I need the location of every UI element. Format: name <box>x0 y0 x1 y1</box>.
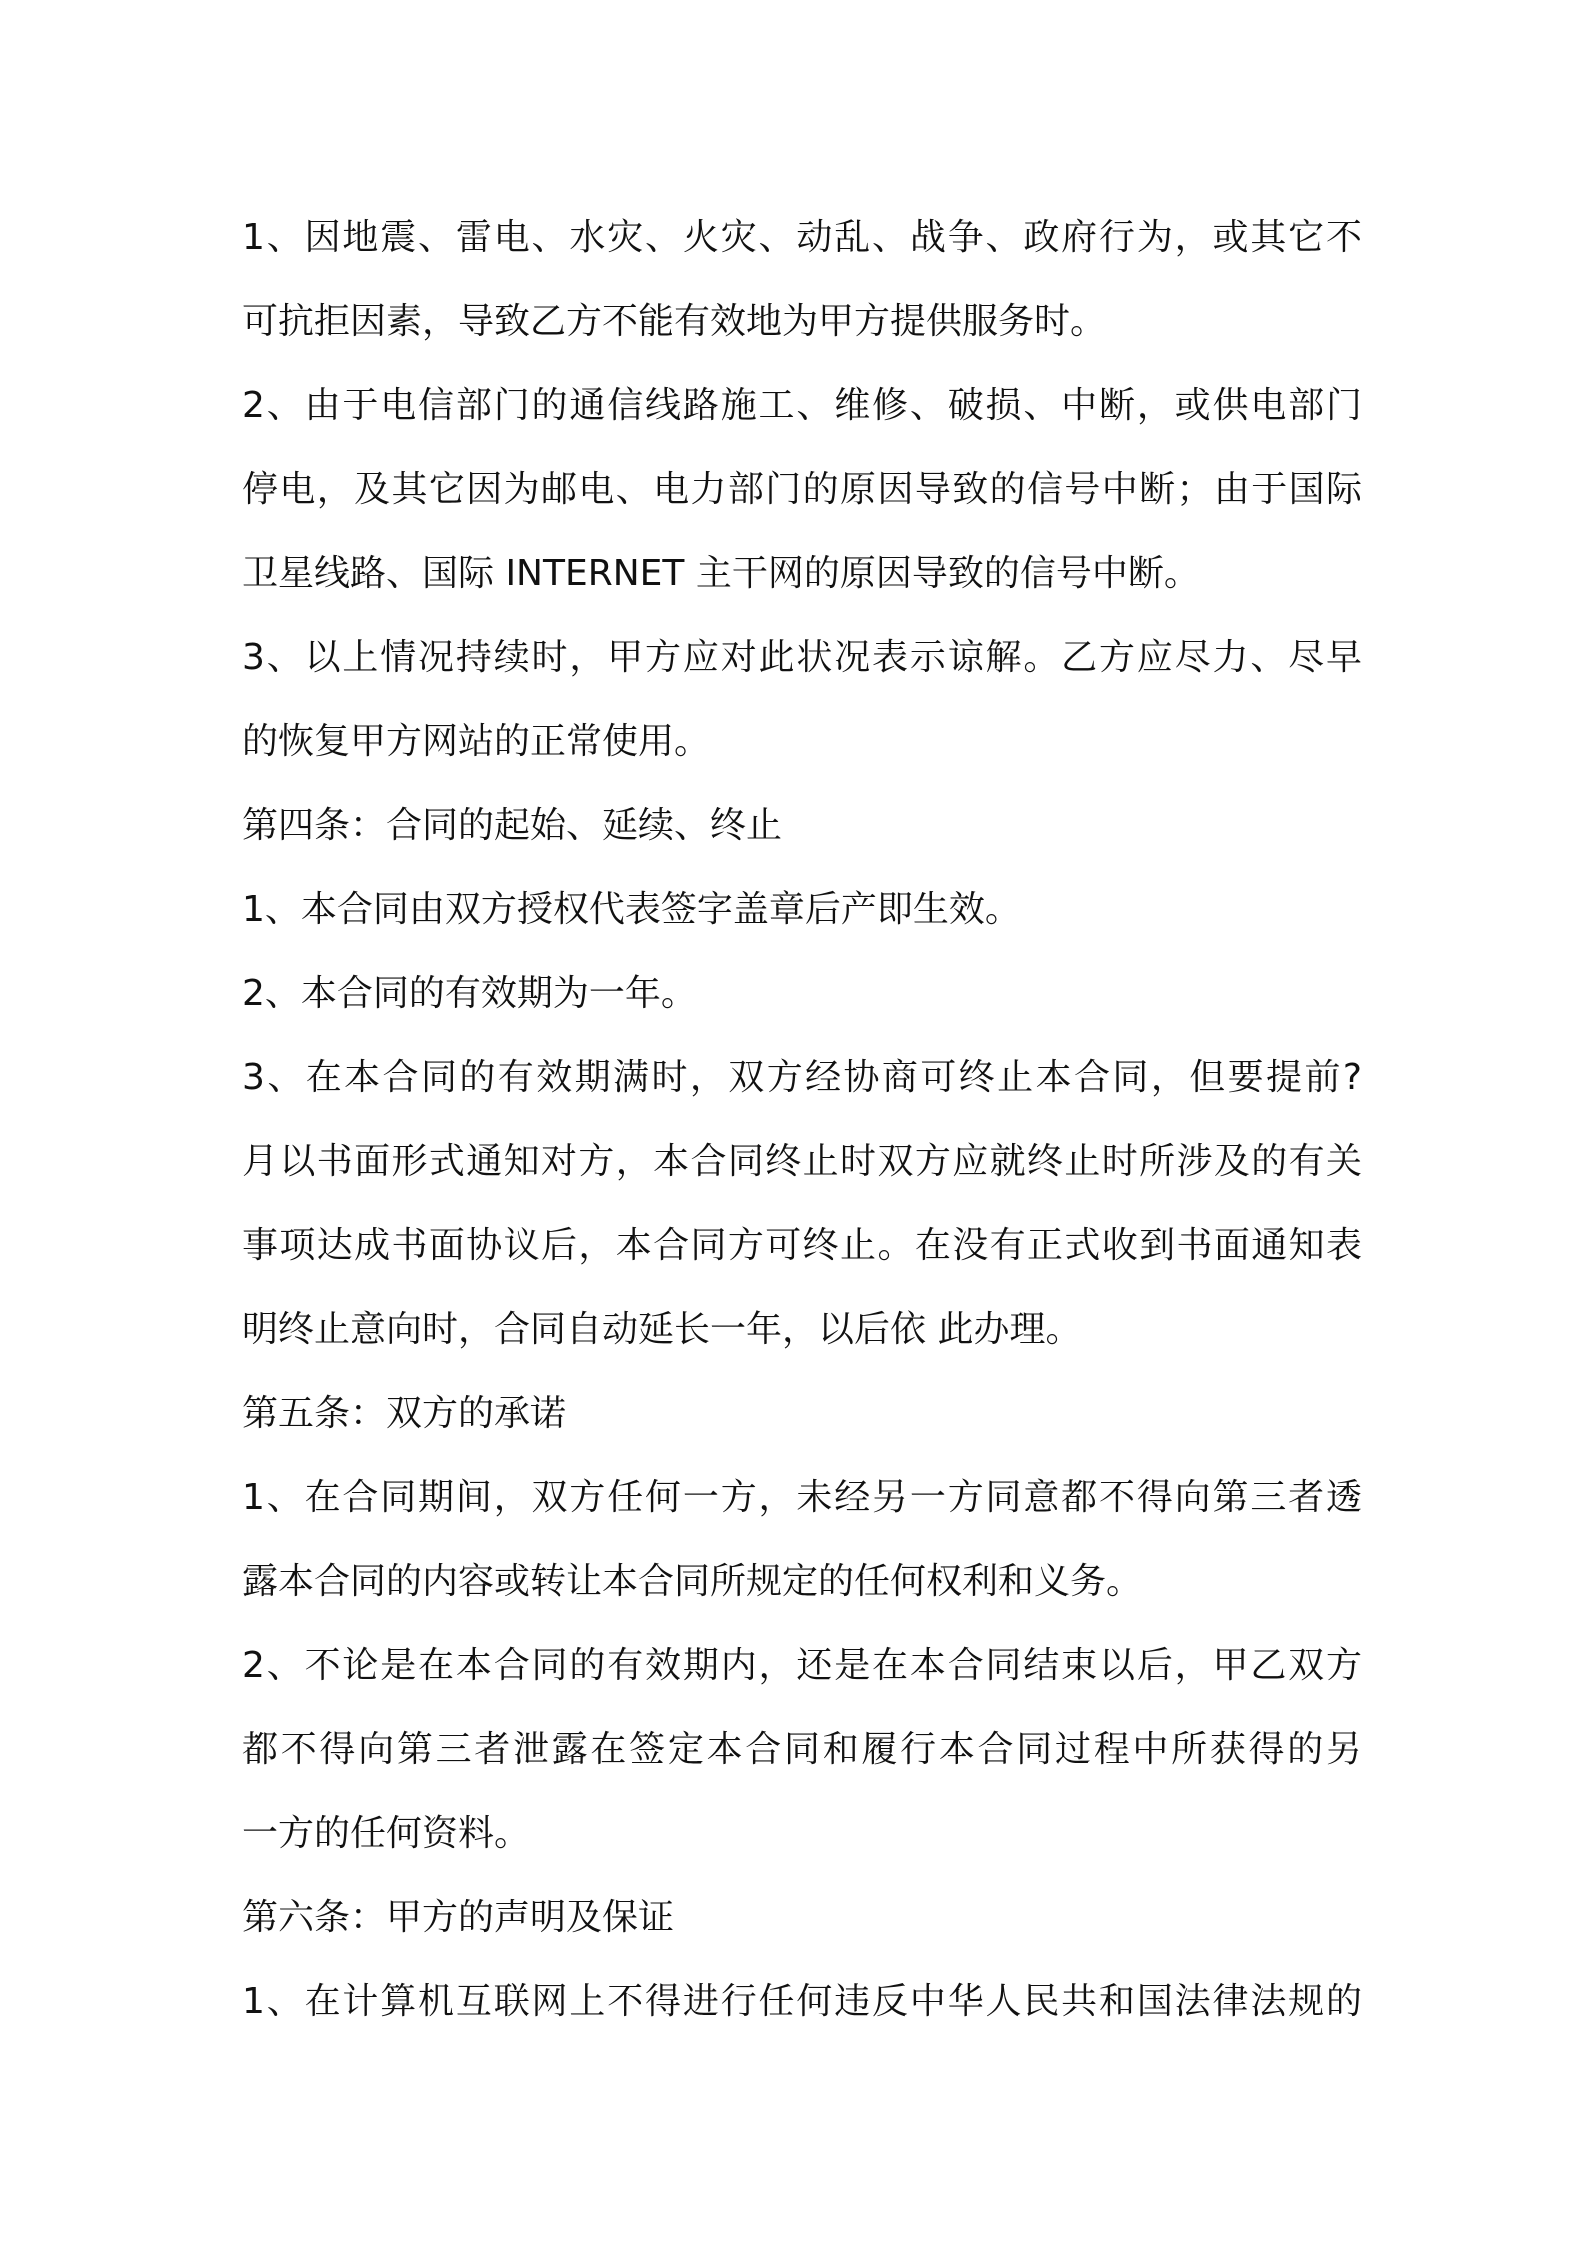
text-line: 可抗拒因素，导致乙方不能有效地为甲方提供服务时。 <box>242 301 1107 342</box>
section-heading: 第六条：甲方的声明及保证 <box>242 1897 675 1938</box>
text-line: 1、因地震、雷电、水灾、火灾、动乱、战争、政府行为，或其它不 <box>242 217 1362 258</box>
text-line: 一方的任何资料。 <box>242 1813 531 1854</box>
text-line: 1、在合同期间，双方任何一方，未经另一方同意都不得向第三者透 <box>242 1477 1362 1518</box>
text-line: 3、以上情况持续时，甲方应对此状况表示谅解。乙方应尽力、尽早 <box>242 637 1362 678</box>
text-line: 都不得向第三者泄露在签定本合同和履行本合同过程中所获得的另 <box>242 1729 1362 1770</box>
section-heading: 第五条：双方的承诺 <box>242 1393 567 1434</box>
text-line: 3、在本合同的有效期满时，双方经协商可终止本合同，但要提前? <box>242 1057 1362 1098</box>
text-line: 的恢复甲方网站的正常使用。 <box>242 721 711 762</box>
text-line: 月以书面形式通知对方，本合同终止时双方应就终止时所涉及的有关 <box>242 1141 1362 1182</box>
text-line: 卫星线路、国际 INTERNET 主干网的原因导致的信号中断。 <box>242 553 1200 594</box>
document-body <box>242 196 1362 2044</box>
text-line: 2、不论是在本合同的有效期内，还是在本合同结束以后，甲乙双方 <box>242 1645 1362 1686</box>
text-line: 2、由于电信部门的通信线路施工、维修、破损、中断，或供电部门 <box>242 385 1362 426</box>
section-heading: 第四条：合同的起始、延续、终止 <box>242 805 783 846</box>
text-line: 明终止意向时，合同自动延长一年，以后依 此办理。 <box>242 1309 1082 1350</box>
text-line: 1、在计算机互联网上不得进行任何违反中华人民共和国法律法规的 <box>242 1981 1362 2022</box>
text-line: 事项达成书面协议后，本合同方可终止。在没有正式收到书面通知表 <box>242 1225 1362 1266</box>
text-line: 1、本合同由双方授权代表签字盖章后产即生效。 <box>242 889 1021 930</box>
text-line: 露本合同的内容或转让本合同所规定的任何权利和义务。 <box>242 1561 1143 1602</box>
text-line: 停电，及其它因为邮电、电力部门的原因导致的信号中断；由于国际 <box>242 469 1362 510</box>
text-line: 2、本合同的有效期为一年。 <box>242 973 697 1014</box>
